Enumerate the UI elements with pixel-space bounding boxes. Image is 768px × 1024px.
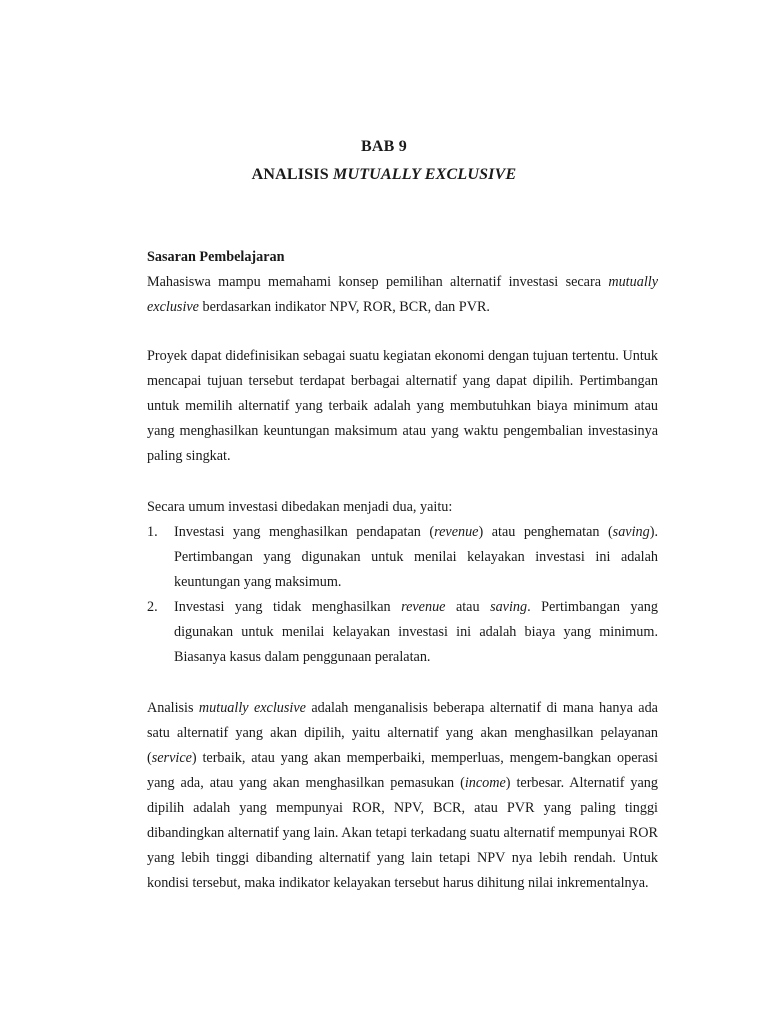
investment-types-list	[147, 520, 658, 670]
list-item: 1. Investasi yang menghasilkan pendapatan (revenue) atau penghematan (saving). Pertimbangan yang digunakan untuk menilai kelayakan investasi ini adalah keuntungan yang maksimum.	[147, 520, 658, 595]
analysis-paragraph: Analisis mutually exclusive adalah menganalisis beberapa alternatif di mana hanya ada satu alternatif yang akan dipilih, yaitu alternatif yang akan menghasilkan pelayanan (service) terbaik, atau yang akan memperbaiki, memperluas, mengem-bangkan operasi yang ada, atau yang akan menghasilkan pemasukan (income) terbesar. Alternatif yang dipilih adalah yang mempunyai ROR, NPV, BCR, atau PVR yang paling tinggi dibandingkan alternatif yang lain. Akan tetapi terkadang suatu alternatif mempunyai ROR yang lebih tinggi dibanding alternatif yang lain tetapi NPV nya lebih rendah. Untuk kondisi tersebut, maka indikator kelayakan tersebut harus dihitung nilai inkrementalnya.	[147, 700, 658, 891]
project-paragraph: Proyek dapat didefinisikan sebagai suatu kegiatan ekonomi dengan tujuan tertentu. Untuk mencapai tujuan tersebut terdapat berbagai alternatif yang dapat dipilih. Pertimbangan untuk memilih alternatif yang terbaik adalah yang membutuhkan biaya minimum atau yang menghasilkan keuntungan maksimum atau yang waktu pengembalian investasinya paling singkat.	[147, 348, 658, 464]
chapter-title	[0, 166, 768, 184]
investment-types-intro: Secara umum investasi dibedakan menjadi dua, yaitu:	[147, 499, 453, 515]
chapter-title-italic: MUTUALLY EXCLUSIVE	[333, 166, 517, 183]
learning-objectives-text: Mahasiswa mampu memahami konsep pemilihan alternatif investasi secara mutually exclusive berdasarkan indikator NPV, ROR, BCR, dan PVR.	[147, 274, 658, 315]
chapter-number: BAB 9	[361, 138, 407, 155]
list-number: 1.	[147, 524, 158, 540]
list-number: 2.	[147, 599, 158, 615]
learning-objectives-heading: Sasaran Pembelajaran	[147, 249, 285, 265]
list-item: 2. Investasi yang tidak menghasilkan revenue atau saving. Pertimbangan yang digunakan untuk menilai kelayakan investasi ini adalah biaya yang minimum. Biasanya kasus dalam penggunaan peralatan.	[147, 595, 658, 670]
chapter-title-prefix: ANALISIS	[251, 166, 334, 183]
